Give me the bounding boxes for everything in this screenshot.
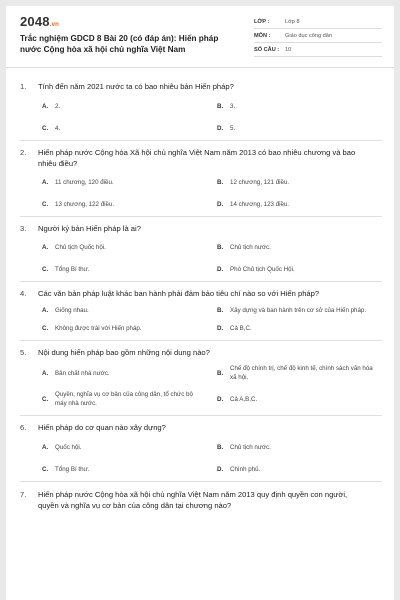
worksheet-page <box>6 6 394 600</box>
option-label: C. <box>42 465 49 473</box>
option-a[interactable] <box>42 243 217 252</box>
option-a[interactable] <box>42 178 217 187</box>
option-label: A. <box>42 244 49 251</box>
option-text: Tổng Bí thư. <box>55 465 90 473</box>
option-a[interactable] <box>42 364 217 382</box>
option-text: Phó Chủ tịch Quốc Hội. <box>230 266 295 273</box>
option-label: D. <box>217 200 224 208</box>
question-text: Hiến pháp nước Cộng hòa Xã hội chủ nghĩa Việt Nam năm 2013 có bao nhiêu chương và bao nhiêu điều? <box>38 147 356 168</box>
question-number: 2. <box>20 147 27 157</box>
option-label: A. <box>42 306 49 314</box>
option-text: Chủ tịch nước. <box>230 443 271 451</box>
option-c[interactable] <box>42 265 217 274</box>
options <box>42 306 382 333</box>
question-text: Các văn bản pháp luật khác ban hành phải đảm bảo tiêu chí nào so với Hiến pháp? <box>38 289 320 298</box>
meta-key: SỐ CÂU : <box>254 46 280 53</box>
option-text: Xây dựng và ban hành trên cơ sở của Hiến pháp. <box>230 306 367 314</box>
question-text: Hiến pháp nước Cộng hòa xã hội chủ nghĩa Việt Nam năm 2013 quy định quyền con người, quyền và nghĩa vụ cơ bản của công dân tại chương nào? <box>38 489 348 510</box>
option-text: Chính phủ. <box>230 465 261 473</box>
option-b[interactable] <box>217 306 387 315</box>
option-text: Quyền, nghĩa vụ cơ bản của công dân, tổ chức bộ máy nhà nước. <box>55 391 193 407</box>
question-number: 3. <box>20 223 27 233</box>
option-label: A. <box>42 102 49 110</box>
option-c[interactable] <box>42 390 217 408</box>
question-number: 1. <box>20 82 27 91</box>
question-list <box>6 68 394 512</box>
option-label: C. <box>42 324 49 332</box>
option-label: A. <box>42 369 49 377</box>
options <box>42 243 382 274</box>
meta-key: LỚP : <box>254 18 270 25</box>
option-label: B. <box>217 443 224 451</box>
option-label: B. <box>217 306 224 314</box>
option-label: C. <box>42 266 49 273</box>
option-d[interactable] <box>217 124 387 133</box>
meta-row-grade <box>254 15 382 29</box>
meta-value: 10 <box>285 46 292 53</box>
question-number: 6. <box>20 423 27 432</box>
question-7 <box>20 482 382 512</box>
option-label: B. <box>217 369 224 377</box>
option-text: 4. <box>55 124 61 132</box>
option-text: 2. <box>55 102 61 110</box>
question-text: Người ký bản Hiến pháp là ai? <box>38 223 141 233</box>
option-d[interactable] <box>217 324 387 333</box>
option-text: Cả B,C. <box>230 324 252 332</box>
option-label: B. <box>217 244 224 251</box>
option-label: B. <box>217 102 224 110</box>
logo-suffix: .vn <box>49 22 60 28</box>
option-b[interactable] <box>217 364 387 382</box>
option-a[interactable] <box>42 306 217 315</box>
option-label: C. <box>42 124 49 132</box>
option-b[interactable] <box>217 243 387 252</box>
option-label: D. <box>217 266 224 273</box>
question-number: 4. <box>20 289 27 298</box>
meta-row-subject <box>254 29 382 43</box>
option-a[interactable] <box>42 102 217 111</box>
option-label: D. <box>217 324 224 332</box>
question-1 <box>20 68 382 141</box>
question-3 <box>20 217 382 283</box>
option-text: Tổng Bí thư. <box>55 266 90 273</box>
option-label: D. <box>217 124 224 132</box>
options <box>42 178 382 209</box>
question-number: 5. <box>20 347 27 357</box>
option-label: C. <box>42 200 49 208</box>
option-d[interactable] <box>217 390 387 408</box>
option-text: 12 chương, 121 điều. <box>230 178 290 186</box>
options <box>42 102 382 133</box>
question-4 <box>20 282 382 341</box>
option-b[interactable] <box>217 443 387 452</box>
option-text: 3. <box>230 102 236 110</box>
option-text: Chế độ chính trị, chế độ kinh tế, chính sách văn hóa xã hội. <box>230 365 373 381</box>
option-c[interactable] <box>42 200 217 209</box>
options <box>42 364 382 408</box>
option-text: 5. <box>230 124 236 132</box>
option-c[interactable] <box>42 124 217 133</box>
question-2 <box>20 141 382 217</box>
question-5 <box>20 341 382 417</box>
option-text: Chủ tịch Quốc hội. <box>55 244 106 251</box>
options <box>42 443 382 474</box>
meta-value: Giáo dục công dân <box>285 32 332 39</box>
logo-main: 2048 <box>20 14 50 29</box>
option-label: D. <box>217 395 224 403</box>
option-a[interactable] <box>42 443 217 452</box>
worksheet-header <box>6 6 394 68</box>
meta-value: Lớp 8 <box>285 18 300 25</box>
option-text: 13 chương, 122 điều. <box>55 200 115 208</box>
option-label: B. <box>217 178 224 186</box>
option-text: 14 chương, 123 điều. <box>230 200 290 208</box>
option-label: D. <box>217 465 224 473</box>
meta-table <box>254 15 382 57</box>
option-d[interactable] <box>217 200 387 209</box>
question-6 <box>20 416 382 482</box>
option-b[interactable] <box>217 178 387 187</box>
page-title: Trắc nghiệm GDCD 8 Bài 20 (có đáp án): Hiến pháp nước Cộng hòa xã hội chủ nghĩa Việt Nam <box>20 34 219 54</box>
option-label: A. <box>42 178 49 186</box>
option-c[interactable] <box>42 465 217 474</box>
option-c[interactable] <box>42 324 217 333</box>
option-text: Bản chất nhà nước. <box>55 369 110 377</box>
question-text: Nội dung hiến pháp bao gồm những nội dung nào? <box>38 347 210 357</box>
option-b[interactable] <box>217 102 387 111</box>
question-text: Tính đến năm 2021 nước ta có bao nhiêu bản Hiến pháp? <box>38 82 234 91</box>
option-d[interactable] <box>217 265 387 274</box>
option-text: Cả A,B,C. <box>230 395 258 403</box>
option-text: Giống nhau. <box>55 306 89 314</box>
option-label: A. <box>42 443 49 451</box>
question-text: Hiến pháp do cơ quan nào xây dựng? <box>38 423 166 432</box>
option-text: Chủ tịch nước. <box>230 244 271 251</box>
question-number: 7. <box>20 489 27 499</box>
meta-key: MÔN : <box>254 32 271 39</box>
option-text: Không được trái với Hiến pháp. <box>55 324 142 332</box>
option-text: Quốc hội. <box>55 443 82 451</box>
option-d[interactable] <box>217 465 387 474</box>
option-label: C. <box>42 395 49 403</box>
option-text: 11 chương, 120 điều. <box>55 178 114 186</box>
meta-row-count <box>254 43 382 57</box>
